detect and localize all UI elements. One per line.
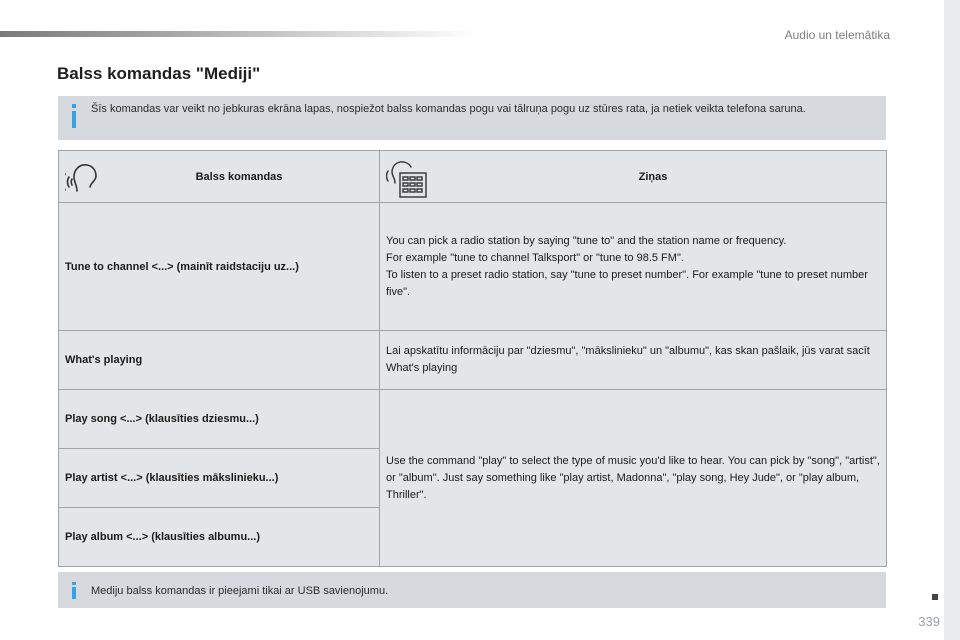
info-note-top: [58, 96, 886, 140]
info-note-text: Mediju balss komandas ir pieejami tikai ar USB savienojumu.: [91, 585, 389, 597]
table-row: [59, 390, 887, 449]
voice-commands-table: [58, 150, 887, 567]
message-cell: [380, 203, 887, 331]
header-commands-label: Balss komandas: [195, 170, 283, 183]
command-cell: What's playing: [59, 331, 380, 390]
command-cell: Tune to channel <...> (mainīt raidstaciju uz...): [59, 203, 380, 331]
header-messages-label: Ziņas: [638, 170, 668, 183]
page-marker: [932, 594, 938, 600]
screen-message-icon: [386, 159, 428, 202]
table-row: [59, 331, 887, 390]
command-cell: Play artist <...> (klausīties mākslinieku...): [59, 449, 380, 508]
command-cell: Play song <...> (klausīties dziesmu...): [59, 390, 380, 449]
table-header-row: [59, 151, 887, 203]
info-note-text: Šīs komandas var veikt no jebkuras ekrāna lapas, nospiežot balss komandas pogu vai tālruņa pogu uz stūres rata, ja netiek veikta telefona saruna.: [91, 103, 806, 115]
info-note-bottom: [58, 572, 886, 608]
table-row: [59, 203, 887, 331]
header-commands: [59, 151, 380, 203]
info-icon: [69, 582, 79, 599]
page-edge-strip: [944, 0, 960, 640]
section-title: Audio un telemātika: [784, 28, 890, 42]
command-cell: Play album <...> (klausīties albumu...): [59, 508, 380, 567]
message-cell: Use the command "play" to select the type of music you'd like to hear. You can pick by "song", "artist", or "album". Just say something like "play artist, Madonna", "play song, Hey Jude", or "play album, Thriller".: [380, 390, 887, 567]
page-title: Balss komandas "Mediji": [57, 64, 261, 83]
message-line: For example "tune to channel Talksport" or "tune to 98.5 FM".: [386, 251, 684, 264]
header-bar: [0, 31, 480, 37]
message-cell: Lai apskatītu informāciju par "dziesmu", "mākslinieku" un "albumu", kas skan pašlaik, jūs varat sacīt What's playing: [380, 331, 887, 390]
info-icon: [69, 104, 79, 128]
message-line: You can pick a radio station by saying "tune to" and the station name or frequency.: [386, 234, 787, 247]
page-number: 339: [918, 614, 940, 629]
voice-command-icon: [65, 159, 101, 196]
header-messages: [380, 151, 887, 203]
message-line: To listen to a preset radio station, say "tune to preset number". For example "tune to preset number five".: [386, 268, 868, 298]
